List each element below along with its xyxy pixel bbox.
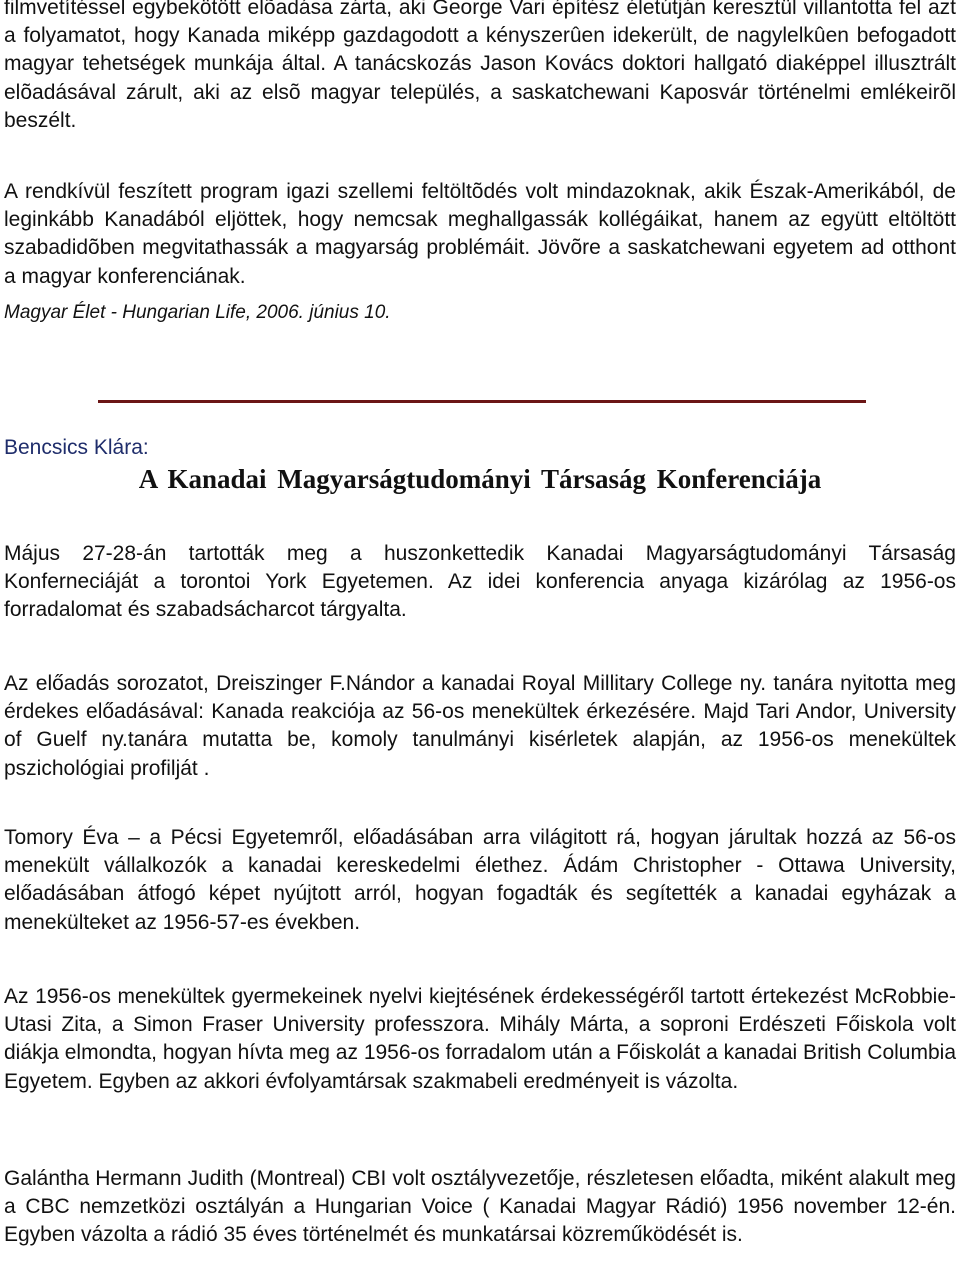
previous-article-paragraph-2: A rendkívül feszített program igazi szellemi feltöltõdés volt mindazoknak, akik Észak-Amerikából, de leginkább Kanadából eljöttek, hogy nemcsak meghallgassák kollégáikat, hanem az együtt eltöltött szabadidõben megvitathassák a magyarság problémáit. Jövõre a saskatchewani egyetem ad otthont a magyar konferenciának.: [4, 180, 956, 288]
article-paragraph-1: Május 27-28-án tartották meg a huszonkettedik Kanadai Magyarságtudományi Társaság Konferneciáját a torontoi York Egyetemen. Az idei konferencia anyaga kizárólag az 1956-os forradalomat és szabadsácharcot tárgyalta.: [4, 542, 956, 622]
article-title: A Kanadai Magyarságtudományi Társaság Konferenciája: [138, 464, 822, 494]
previous-article-paragraph-1: filmvetítéssel egybekötött elõadása zárta, aki George Vari építész életútján keresztül villantotta fel azt a folyamatot, hogy Kanada miképp gazdagodott a kényszerûen idekerült, de nagylelkûen befogadott magyar tehetségek munkája által. A tanácskozás Jason Kovács doktori hallgató diaképpel illusztrált elõadásával zárult, aki az elsõ magyar település, a saskatchewani Kaposvár történelmi emlékeirõl beszélt.: [4, 0, 956, 132]
article-paragraph-2: Az előadás sorozatot, Dreiszinger F.Nándor a kanadai Royal Millitary College ny. tanára nyitotta meg érdekes előadásával: Kanada reakciója az 56-os menekültek érkezésére. Majd Tari Andor, University of Guelf ny.tanára mutatta be, komoly tanulmányi kisérletek alapján, az 1956-os menekültek pszichológiai profilját .: [4, 672, 956, 780]
article-paragraph-5: Galántha Hermann Judith (Montreal) CBI volt osztályvezetője, részletesen előadta, miként alakult meg a CBC nemzetközi osztályán a Hungarian Voice ( Kanadai Magyar Rádió) 1956 november 12-én. Egyben vázolta a rádió 35 éves történelmét és munkatársai közreműködését is.: [4, 1167, 956, 1247]
article-author: Bencsics Klára:: [4, 436, 149, 459]
article-paragraph-3: Tomory Éva – a Pécsi Egyetemről, előadásában arra világitott rá, hogyan járultak hozzá az 56-os menekült vállalkozók a kanadai kereskedelmi élethez. Ádám Christopher - Ottawa University, előadásában átfogó képet nyújtott arról, hogyan fogadták és segítették a kanadai egyházak a menekülteket az 1956-57-es években.: [4, 826, 956, 934]
article-paragraph-4: Az 1956-os menekültek gyermekeinek nyelvi kiejtésének érdekességéről tartott értekezést McRobbie-Utasi Zita, a Simon Fraser University professzora. Mihály Márta, a soproni Erdészeti Főiskola volt diákja elmondta, hogyan hívta meg az 1956-os forradalom után a Főiskolát a kanadai British Columbia Egyetem. Egyben az akkori évfolyamtársak szakmabeli eredményeit is vázolta.: [4, 985, 956, 1093]
source-citation: Magyar Élet - Hungarian Life, 2006. június 10.: [4, 302, 391, 323]
section-divider: [98, 400, 866, 403]
